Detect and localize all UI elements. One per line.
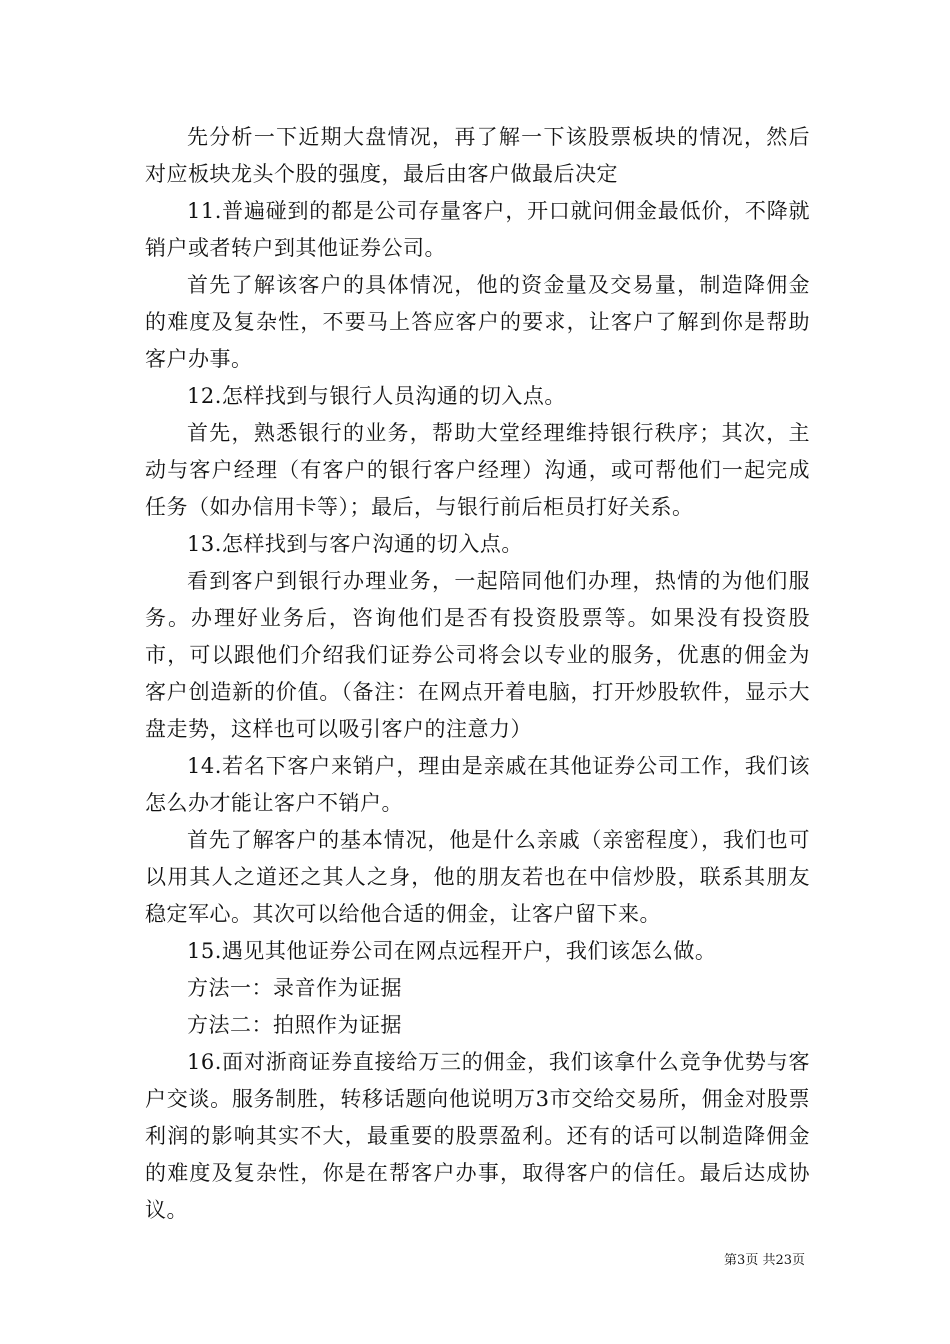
paragraph: 14.若名下客户来销户，理由是亲戚在其他证券公司工作，我们该怎么办才能让客户不销户。	[145, 754, 810, 815]
document-body	[145, 119, 810, 1229]
paragraph: 12.怎样找到与银行人员沟通的切入点。	[187, 384, 566, 408]
paragraph: 15.遇见其他证券公司在网点远程开户，我们该怎么做。	[187, 939, 717, 963]
paragraph: 首先，熟悉银行的业务，帮助大堂经理维持银行秩序；其次，主动与客户经理（有客户的银行客户经理）沟通，或可帮他们一起完成任务（如办信用卡等）；最后，与银行前后柜员打好关系。	[145, 421, 810, 519]
paragraph: 看到客户到银行办理业务，一起陪同他们办理，热情的为他们服务。办理好业务后，咨询他们是否有投资股票等。如果没有投资股市，可以跟他们介绍我们证券公司将会以专业的服务，优惠的佣金为客户创造新的价值。（备注：在网点开着电脑，打开炒股软件，显示大盘走势，这样也可以吸引客户的注意力）	[145, 569, 810, 741]
paragraph: 13.怎样找到与客户沟通的切入点。	[187, 532, 523, 556]
paragraph: 方法一：录音作为证据	[187, 976, 402, 1000]
paragraph: 先分析一下近期大盘情况，再了解一下该股票板块的情况，然后对应板块龙头个股的强度，最后由客户做最后决定	[145, 125, 810, 186]
paragraph: 方法二：拍照作为证据	[187, 1013, 402, 1037]
paragraph: 首先了解该客户的具体情况，他的资金量及交易量，制造降佣金的难度及复杂性，不要马上答应客户的要求，让客户了解到你是帮助客户办事。	[145, 273, 810, 371]
paragraph: 11.普遍碰到的都是公司存量客户，开口就问佣金最低价，不降就销户或者转户到其他证券公司。	[145, 199, 810, 260]
paragraph: 首先了解客户的基本情况，他是什么亲戚（亲密程度），我们也可以用其人之道还之其人之身，他的朋友若也在中信炒股，联系其朋友稳定军心。其次可以给他合适的佣金，让客户留下来。	[145, 828, 810, 926]
page-number: 第3页 共23页	[724, 1253, 805, 1268]
paragraph: 16.面对浙商证券直接给万三的佣金，我们该拿什么竞争优势与客户交谈。服务制胜，转移话题向他说明万3市交给交易所，佣金对股票利润的影响其实不大，最重要的股票盈利。还有的话可以制造降佣金的难度及复杂性，你是在帮客户办事，取得客户的信任。最后达成协议。	[145, 1050, 810, 1222]
